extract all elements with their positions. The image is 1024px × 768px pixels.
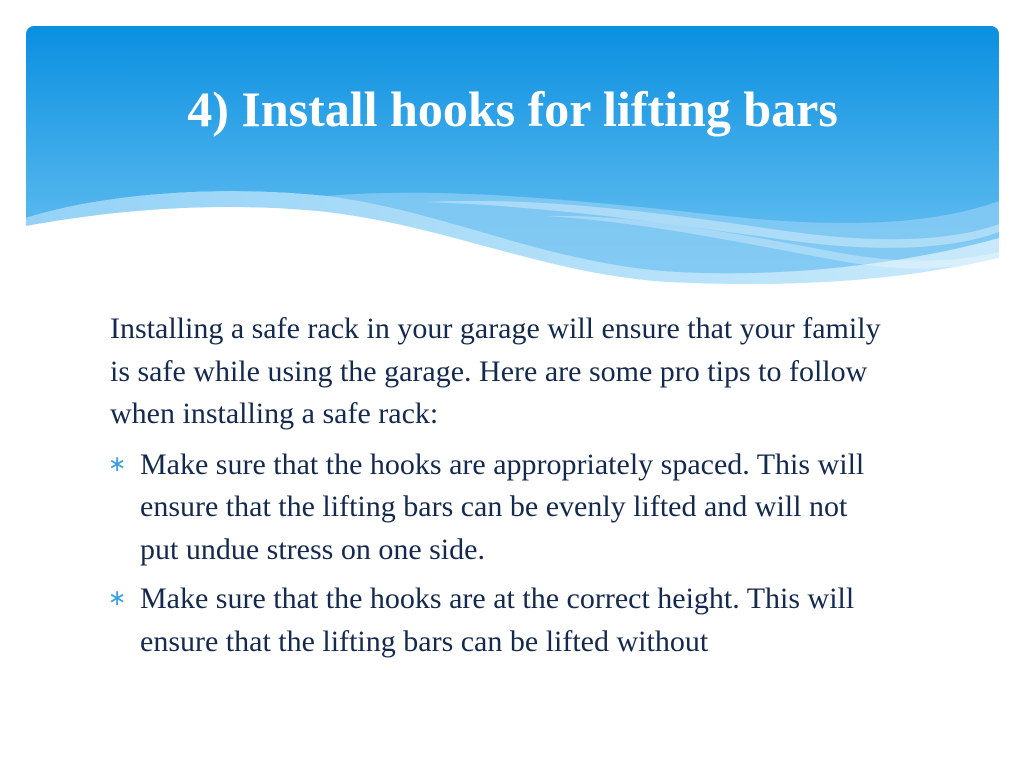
bullet-text: Make sure that the hooks are at the correct height. This will ensure that the lifting bars can be lifted without	[140, 582, 855, 658]
asterisk-bullet-icon: ∗	[108, 451, 127, 477]
asterisk-bullet-icon: ∗	[108, 586, 127, 611]
title-banner	[26, 26, 999, 286]
wave-banner-graphic	[26, 26, 999, 286]
bullet-text: Make sure that the hooks are appropriately spaced. This will ensure that the lifting bars can be evenly lifted and will not put undue stress on one side.	[140, 447, 865, 566]
intro-paragraph: Installing a safe rack in your garage will ensure that your family is safe while using the garage. Here are some pro tips to follow when installing a safe rack:	[110, 312, 881, 430]
slide-body	[110, 308, 890, 670]
list-item	[110, 444, 890, 572]
slide-title: 4) Install hooks for lifting bars	[187, 81, 838, 137]
list-item	[110, 578, 890, 663]
bullet-list	[110, 444, 890, 664]
